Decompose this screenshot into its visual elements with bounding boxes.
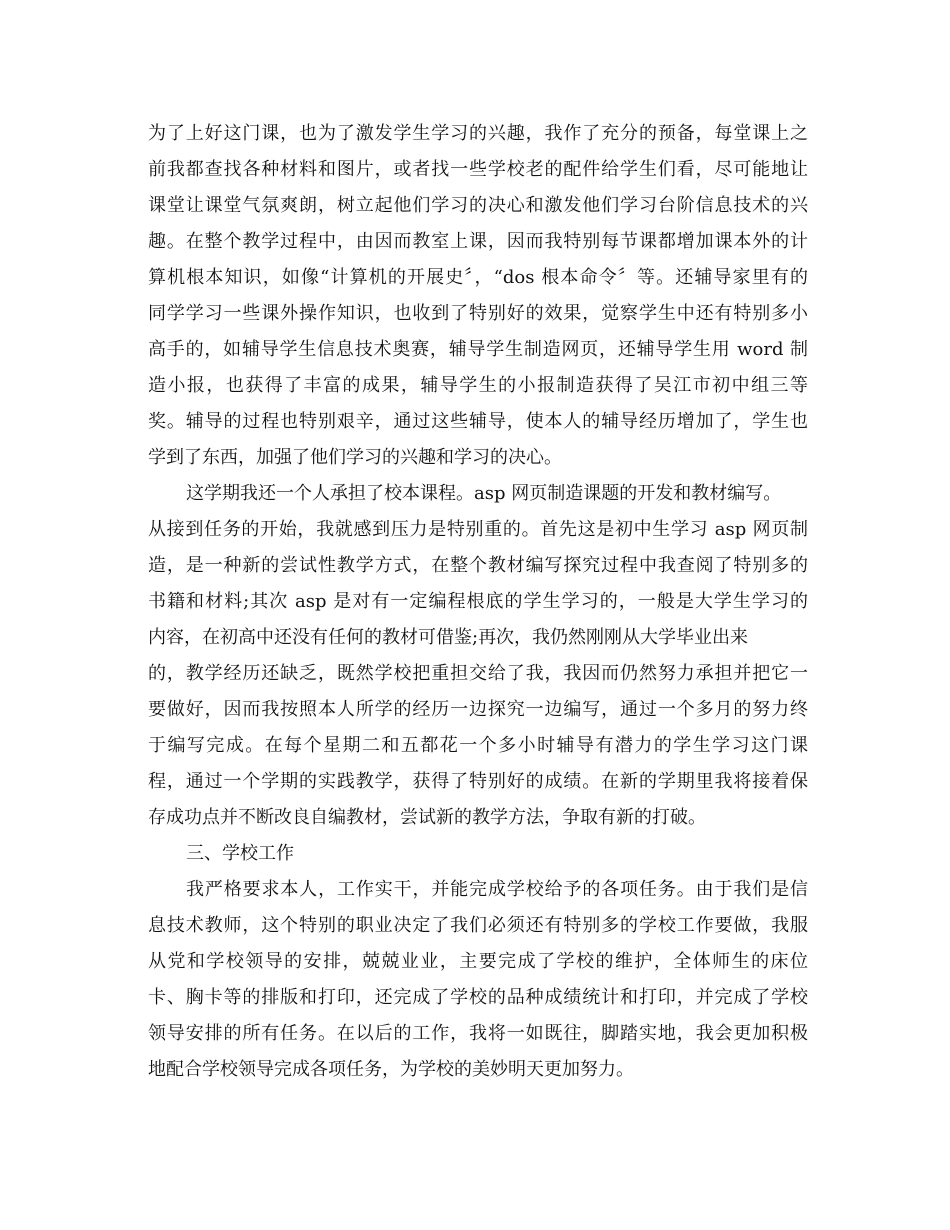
- text-line: 卡、胸卡等的排版和打印，还完成了学校的品种成绩统计和打印，并完成了学校: [148, 987, 808, 1008]
- text-line: 程，通过一个学期的实践教学，获得了特别好的成绩。在新的学期里我将接着保: [148, 771, 808, 792]
- text-line: 的，教学经历还缺乏，既然学校把重担交给了我，我因而仍然努力承担并把它一: [148, 663, 808, 684]
- text-line: 内容，在初高中还没有任何的教材可借鉴;再次，我仍然刚刚从大学毕业出来: [148, 627, 749, 648]
- text-line: 造，是一种新的尝试性教学方式，在整个教材编写探究过程中我查阅了特别多的: [148, 555, 808, 576]
- text-line: 地配合学校领导完成各项任务，为学校的美妙明天更加努力。: [148, 1059, 634, 1080]
- text-line: 存成功点并不断改良自编教材，尝试新的教学方法，争取有新的打破。: [148, 807, 706, 828]
- text-line: 要做好，因而我按照本人所学的经历一边探究一边编写，通过一个多月的努力终: [148, 699, 808, 720]
- text-line: 从接到任务的开始，我就感到压力是特别重的。首先这是初中生学习 asp 网页制: [148, 519, 808, 540]
- section-heading: 三、学校工作: [186, 843, 294, 864]
- text-line: 前我都查找各种材料和图片，或者找一些学校老的配件给学生们看，尽可能地让: [148, 159, 808, 180]
- text-line: 高手的，如辅导学生信息技术奥赛，辅导学生制造网页，还辅导学生用 word 制: [148, 339, 808, 360]
- paragraph-start-line: 我严格要求本人，工作实干，并能完成学校给予的各项任务。由于我们是信: [186, 879, 808, 900]
- text-line: 领导安排的所有任务。在以后的工作，我将一如既往，脚踏实地，我会更加积极: [148, 1023, 808, 1044]
- text-line: 算机根本知识，如像“计算机的开展史〞，“dos 根本命令〞等。还辅导家里有的: [148, 267, 808, 288]
- text-line: 趣。在整个教学过程中，由因而教室上课，因而我特别每节课都增加课本外的计: [148, 231, 808, 252]
- text-line: 造小报，也获得了丰富的成果，辅导学生的小报制造获得了吴江市初中组三等: [148, 375, 808, 396]
- text-line: 为了上好这门课，也为了激发学生学习的兴趣，我作了充分的预备，每堂课上之: [148, 123, 808, 144]
- text-line: 息技术教师，这个特别的职业决定了我们必须还有特别多的学校工作要做，我服: [148, 915, 808, 936]
- text-line: 课堂让课堂气氛爽朗，树立起他们学习的决心和激发他们学习台阶信息技术的兴: [148, 195, 808, 216]
- document-body: [148, 116, 808, 1088]
- text-line: 从党和学校领导的安排，兢兢业业，主要完成了学校的维护，全体师生的床位: [148, 951, 808, 972]
- text-line: 同学学习一些课外操作知识，也收到了特别好的效果，觉察学生中还有特别多小: [148, 303, 808, 324]
- text-line: 于编写完成。在每个星期二和五都花一个多小时辅导有潜力的学生学习这门课: [148, 735, 808, 756]
- paragraph-start-line: 这学期我还一个人承担了校本课程。asp 网页制造课题的开发和教材编写。: [186, 483, 782, 504]
- text-line: 书籍和材料;其次 asp 是对有一定编程根底的学生学习的，一般是大学生学习的: [148, 591, 808, 612]
- text-line: 学到了东西，加强了他们学习的兴趣和学习的决心。: [148, 447, 562, 468]
- text-line: 奖。辅导的过程也特别艰辛，通过这些辅导，使本人的辅导经历增加了，学生也: [148, 411, 808, 432]
